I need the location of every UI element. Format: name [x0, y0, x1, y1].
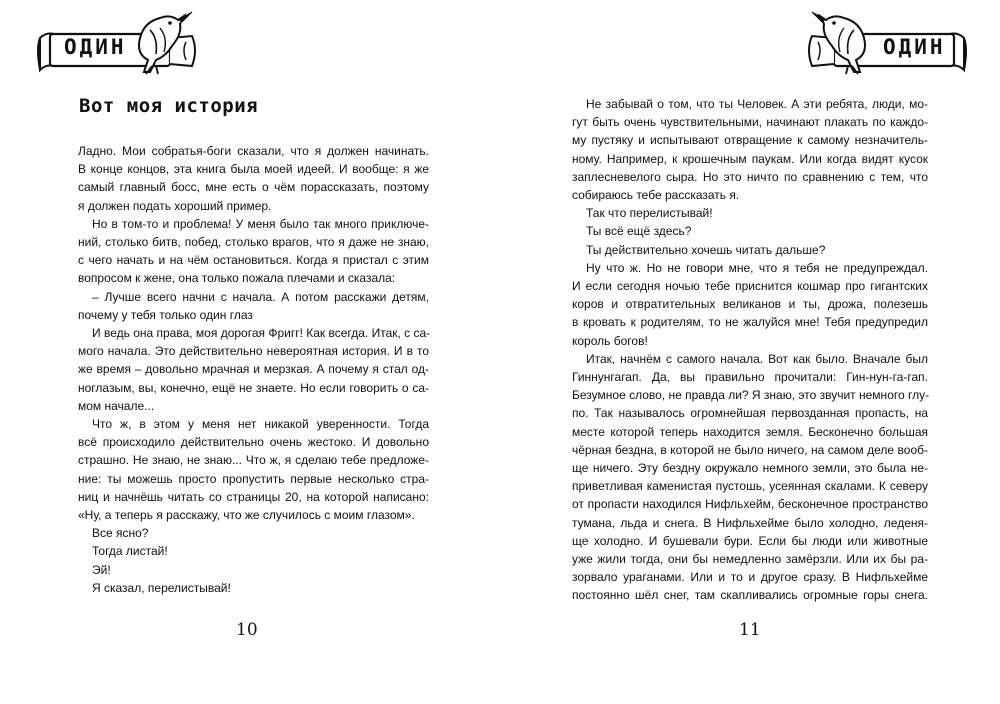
text-line: мом начале...: [78, 398, 155, 413]
text-line: Но в том-то и проблема! У меня было так много приключе-: [92, 216, 429, 231]
text-line: вопросом к жене, она только пожала плечами и сказала:: [78, 271, 396, 286]
text-line: по. Так называлось огромнейшая первозданная пропасть, на: [572, 406, 928, 421]
text-line: месте которой теперь находится земля. Бесконечно большая: [572, 424, 928, 439]
text-line: И если сегодня ночью тебе приснится кошмар про гигантских: [572, 279, 928, 294]
page-number: 11: [739, 620, 761, 640]
text-line: В конце концов, эта книга была моей идеей. И вообще: я же: [78, 162, 429, 177]
text-line: – Лучше всего начни с начала. А потом расскажи детям,: [92, 289, 429, 304]
text-line: ниц и начнёшь читать со страницы 20, на которой написано:: [78, 489, 429, 504]
text-line: Итак, начнём с самого начала. Вот как было. Вначале был: [586, 351, 928, 366]
text-line: ние: ты можешь просто пропустить первые несколько стра-: [78, 471, 429, 486]
text-line: ноглазым, вы, конечно, ещё не знаете. Но если говорить о са-: [78, 380, 429, 395]
text-line: постоянно шёл снег, там скапливались огромные горы снега.: [572, 588, 928, 603]
page-number: 10: [236, 620, 258, 640]
text-line: заплесневелого сыра. Но это ничто по сравнению с тем, что: [572, 169, 928, 184]
text-line: всё происходило действительно очень жестоко. И довольно: [78, 435, 429, 450]
right-page: [500, 0, 1000, 704]
text-line: гут быть очень чувствительными, начинают плакать по каждо-: [572, 115, 928, 130]
text-line: в кровать к родителям, то не жалуйся мне! Тебя предупредил: [572, 315, 928, 330]
text-line: Так что перелистывай!: [586, 206, 713, 221]
text-line: мого начала. Это действительно невероятная история. И в то: [78, 344, 429, 359]
text-line: самый главный босс, мне есть о чём порассказать, поэтому: [78, 180, 429, 195]
text-line: Не забывай о том, что ты Человек. А эти ребята, люди, мо-: [586, 97, 928, 111]
text-line: Что ж, в этом у меня нет никакой уверенности. Тогда: [92, 417, 429, 432]
text-line: коров и отвратительных великанов и ты, дрожа, полезешь: [572, 297, 928, 312]
text-line: ний, столько битв, побед, столько врагов, что я даже не знаю,: [78, 235, 429, 250]
body-text: [572, 95, 928, 605]
text-line: Я сказал, перелистывай!: [92, 580, 231, 595]
text-line: Безумное слово, не правда ли? Я знаю, это звучит немного глу-: [572, 388, 930, 403]
text-line: Все ясно?: [92, 526, 149, 541]
chapter-title: Вот моя история: [79, 95, 259, 117]
text-line: ще ничего. Эту бездну окружало немного земли, это была не-: [572, 461, 928, 476]
text-line: страшно. Не знаю, не знаю... Что ж, я сделаю тебе предложе-: [78, 453, 429, 468]
text-line: Тогда листай!: [92, 544, 168, 559]
text-line: ному. Например, к крошечным паукам. Или когда видят кусок: [572, 151, 928, 166]
text-line: Ты всё ещё здесь?: [586, 224, 692, 239]
text-line: собираюсь тебе рассказать я.: [572, 188, 740, 203]
text-line: я должен подать хороший пример.: [78, 198, 272, 213]
text-line: с чего начать и на чём остановиться. Когда я пристал с этим: [78, 253, 429, 268]
header-banner-left: [32, 8, 202, 78]
text-line: зорвало ураганами. Или и то и другое сразу. В Нифльхейме: [572, 570, 928, 585]
header-banner-right: [802, 8, 972, 78]
text-line: «Ну, а теперь я расскажу, что же случилось с моим глазом».: [78, 508, 415, 523]
text-line: же время – довольно мрачная и мерзкая. А почему я стал од-: [78, 362, 429, 377]
body-text: [78, 142, 429, 597]
text-line: Эй!: [92, 562, 111, 577]
text-line: Ты действительно хочешь читать дальше?: [586, 242, 826, 257]
text-line: король богов!: [572, 333, 648, 348]
text-line: чёрная бездна, в которой не было ничего, на самом деле вооб-: [572, 442, 928, 457]
text-line: му пустяку и испытывают отвращение к самому незначитель-: [572, 133, 928, 148]
text-line: приветливая каменистая пустошь, усеянная скалами. К северу: [572, 479, 928, 494]
header-label: ОДИН: [64, 35, 127, 59]
text-line: уже жили тогда, они бы немедленно замёрзли. Или их бы ра-: [572, 552, 928, 567]
text-line: тумана, льда и снега. В Нифльхейме было холодно, леденя-: [572, 515, 928, 530]
text-line: Ладно. Мои собратья-боги сказали, что я должен начинать.: [78, 144, 429, 158]
text-line: почему у тебя только один глаз: [78, 307, 253, 322]
text-line: Ну что ж. Но не говори мне, что я тебя не предупреждал.: [586, 260, 928, 275]
text-line: И ведь она права, моя дорогая Фригг! Как всегда. Итак, с са-: [92, 326, 431, 341]
text-line: от пропасти находился Нифльхейм, бесконечное пространство: [572, 497, 928, 512]
text-line: ще холодно. И бушевали бури. Если бы люди или животные: [572, 533, 928, 548]
header-label: ОДИН: [883, 35, 946, 59]
text-line: Гиннунгагап. Да, вы правильно прочитали: Гин-нун-га-гап.: [572, 370, 928, 385]
